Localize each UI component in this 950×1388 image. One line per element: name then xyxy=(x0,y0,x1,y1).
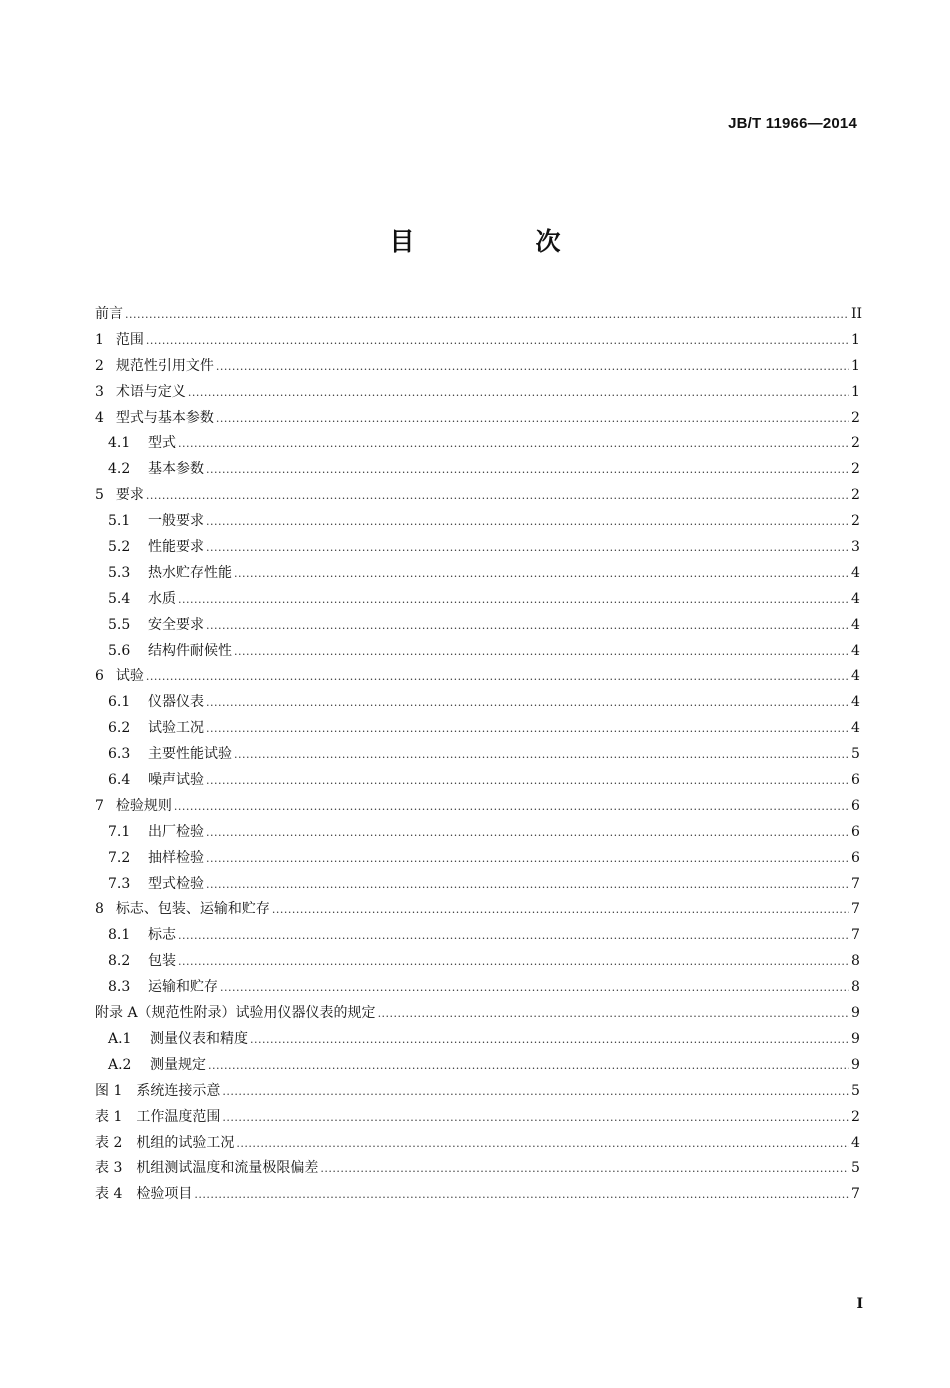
toc-entry-number: 5 xyxy=(95,487,104,504)
toc-entry-number: 5.2 xyxy=(108,539,131,556)
toc-entry[interactable] xyxy=(95,328,859,354)
toc-entry-page: 4 xyxy=(851,694,860,711)
toc-entry-label: 试验工况 xyxy=(148,720,204,737)
toc-entry-label: 检验规则 xyxy=(115,797,172,814)
dot-leader xyxy=(206,820,849,846)
toc-entry-label: 仪器仪表 xyxy=(148,694,204,711)
toc-entry[interactable] xyxy=(95,613,859,639)
toc-entry-label: 安全要求 xyxy=(148,616,204,633)
dot-leader xyxy=(272,897,849,923)
toc-entry-number: 7.3 xyxy=(108,875,131,892)
toc-entry-number: 5.5 xyxy=(108,616,131,633)
toc-entry[interactable] xyxy=(95,690,859,716)
toc-entry-page: 6 xyxy=(851,797,860,814)
toc-entry-page: 4 xyxy=(851,720,860,737)
toc-entry-page: II xyxy=(851,306,863,322)
toc-entry-number: 表 4 xyxy=(95,1186,123,1203)
toc-entry-label: 水质 xyxy=(148,590,176,607)
toc-entry-page: 5 xyxy=(851,1082,860,1099)
toc-entry[interactable] xyxy=(95,949,859,975)
toc-entry[interactable] xyxy=(95,820,859,846)
dot-leader xyxy=(206,509,849,535)
toc-entry[interactable] xyxy=(95,406,859,432)
toc-entry-number: 表 1 xyxy=(95,1108,123,1125)
toc-entry-label: 基本参数 xyxy=(148,461,204,478)
toc-entry[interactable] xyxy=(95,535,859,561)
dot-leader xyxy=(222,1105,849,1131)
dot-leader xyxy=(320,1156,849,1182)
toc-entry-page: 6 xyxy=(851,823,860,840)
toc-entry-label: 要求 xyxy=(115,487,144,504)
toc-entry-page: 7 xyxy=(851,1186,860,1203)
toc-entry-number: 5.4 xyxy=(108,590,131,607)
toc-entry-page: 2 xyxy=(851,409,860,426)
toc-entry-page: 9 xyxy=(851,1056,860,1073)
toc-entry-label: 主要性能试验 xyxy=(148,746,232,763)
toc-entry-label: 术语与定义 xyxy=(115,383,186,400)
toc-entry-number: A.1 xyxy=(108,1030,132,1047)
toc-entry[interactable] xyxy=(95,380,859,406)
toc-entry-label: 热水贮存性能 xyxy=(148,564,232,581)
toc-entry-label: 机组测试温度和流量极限偏差 xyxy=(136,1160,319,1177)
dot-leader xyxy=(206,613,849,639)
toc-entry-number: 6.3 xyxy=(108,746,131,763)
toc-entry-page: 5 xyxy=(851,1160,860,1177)
dot-leader xyxy=(206,872,849,898)
toc-entry[interactable] xyxy=(95,354,859,380)
toc-entry[interactable] xyxy=(95,846,859,872)
toc-entry-page: 7 xyxy=(851,927,860,944)
toc-entry-page: 7 xyxy=(851,901,860,918)
toc-entry-page: 8 xyxy=(851,953,860,970)
dot-leader xyxy=(178,923,849,949)
dot-leader xyxy=(146,328,849,354)
toc-entry-page: 2 xyxy=(851,1108,860,1125)
toc-entry-page: 4 xyxy=(851,564,860,581)
toc-entry-number: 5.6 xyxy=(108,642,131,659)
toc-entry-label: 标志、包装、运输和贮存 xyxy=(115,901,270,918)
page-number: I xyxy=(856,1296,863,1312)
toc-entry[interactable] xyxy=(95,923,859,949)
toc-entry-page: 1 xyxy=(851,357,860,374)
toc-entry-label: 附录 A（规范性附录）试验用仪器仪表的规定 xyxy=(95,1005,376,1022)
toc-entry[interactable] xyxy=(95,587,859,613)
toc-entry-label: 检验项目 xyxy=(136,1186,193,1203)
toc-entry-number: 8.2 xyxy=(108,953,131,970)
toc-entry-page: 9 xyxy=(851,1005,860,1022)
dot-leader xyxy=(250,1027,849,1053)
toc-entry-label: 测量规定 xyxy=(150,1056,206,1073)
toc-entry-label: 标志 xyxy=(148,927,176,944)
toc-entry[interactable] xyxy=(95,431,859,457)
toc-entry-number: 7.2 xyxy=(108,849,131,866)
toc-entry-number: 表 3 xyxy=(95,1160,123,1177)
toc-entry-number: 2 xyxy=(95,357,104,374)
toc-entry-label: 型式与基本参数 xyxy=(115,409,214,426)
dot-leader xyxy=(220,975,849,1001)
dot-leader xyxy=(216,354,849,380)
toc-entry[interactable] xyxy=(95,457,859,483)
dot-leader xyxy=(174,794,849,820)
toc-entry-page: 4 xyxy=(851,642,860,659)
dot-leader xyxy=(234,742,849,768)
toc-entry[interactable] xyxy=(95,664,859,690)
dot-leader xyxy=(146,664,849,690)
toc-entry-number: 8 xyxy=(95,901,104,918)
toc-entry[interactable] xyxy=(95,302,863,328)
dot-leader xyxy=(178,587,849,613)
toc-entry-page: 4 xyxy=(851,590,860,607)
toc-entry-label: 噪声试验 xyxy=(148,772,204,789)
toc-entry-number: 3 xyxy=(95,383,104,400)
toc-entry-number: 6.1 xyxy=(108,694,131,711)
toc-entry[interactable] xyxy=(95,872,859,898)
toc-entry-page: 4 xyxy=(851,1134,860,1151)
dot-leader xyxy=(234,639,849,665)
toc-entry[interactable] xyxy=(95,1105,859,1131)
toc-entry-page: 5 xyxy=(851,746,860,763)
dot-leader xyxy=(194,1182,849,1208)
toc-entry-number: 1 xyxy=(95,331,104,348)
toc-entry-page: 8 xyxy=(851,979,860,996)
dot-leader xyxy=(206,846,849,872)
toc-entry-label: 出厂检验 xyxy=(148,823,204,840)
toc-entry-page: 2 xyxy=(851,513,860,530)
toc-entry-page: 4 xyxy=(851,668,860,685)
toc-entry[interactable] xyxy=(95,1027,859,1053)
toc-entry[interactable] xyxy=(95,561,859,587)
toc-entry-number: A.2 xyxy=(108,1056,132,1073)
toc-entry-number: 6.4 xyxy=(108,772,131,789)
document-code: JB/T 11966—2014 xyxy=(728,115,857,132)
toc-entry-page: 2 xyxy=(851,487,860,504)
toc-entry-page: 6 xyxy=(851,849,860,866)
toc-entry-label: 性能要求 xyxy=(148,539,204,556)
toc-entry-number: 4 xyxy=(95,409,104,426)
toc-entry-page: 2 xyxy=(851,435,860,452)
toc-entry-label: 范围 xyxy=(115,331,144,348)
toc-entry-page: 2 xyxy=(851,461,860,478)
toc-entry[interactable] xyxy=(95,639,859,665)
toc-entry[interactable] xyxy=(95,975,859,1001)
dot-leader xyxy=(378,1001,849,1027)
toc-entry[interactable] xyxy=(95,768,859,794)
toc-entry[interactable] xyxy=(95,1131,859,1157)
toc-entry-number: 图 1 xyxy=(95,1082,123,1099)
page-title: 目 次 xyxy=(389,227,609,256)
toc-entry-page: 4 xyxy=(851,616,860,633)
toc-entry-number: 表 2 xyxy=(95,1134,123,1151)
toc-entry[interactable] xyxy=(95,742,859,768)
dot-leader xyxy=(234,561,849,587)
toc-entry-label: 型式 xyxy=(148,435,176,452)
dot-leader xyxy=(216,406,849,432)
toc-entry-number: 7.1 xyxy=(108,823,131,840)
toc-entry-number: 5.1 xyxy=(108,513,131,530)
dot-leader xyxy=(188,380,849,406)
toc-entry-label: 一般要求 xyxy=(148,513,204,530)
toc-entry-label: 机组的试验工况 xyxy=(136,1134,235,1151)
toc-entry[interactable] xyxy=(95,509,859,535)
toc-entry[interactable] xyxy=(95,794,859,820)
dot-leader xyxy=(206,690,849,716)
toc-entry[interactable] xyxy=(95,716,859,742)
toc-entry-number: 6 xyxy=(95,668,104,685)
toc-entry-label: 结构件耐候性 xyxy=(148,642,232,659)
toc-entry-label: 工作温度范围 xyxy=(136,1108,221,1125)
toc-entry-page: 1 xyxy=(851,331,860,348)
dot-leader xyxy=(178,949,849,975)
toc-entry-page: 9 xyxy=(851,1030,860,1047)
dot-leader xyxy=(222,1079,849,1105)
toc-entry-label: 抽样检验 xyxy=(148,849,204,866)
toc-entry[interactable] xyxy=(95,1053,859,1079)
toc-entry-number: 4.1 xyxy=(108,435,131,452)
toc-entry-label: 型式检验 xyxy=(148,875,204,892)
toc-entry-label: 规范性引用文件 xyxy=(115,357,214,374)
dot-leader xyxy=(206,535,849,561)
toc-entry-label: 包装 xyxy=(148,953,176,970)
toc-entry-label: 系统连接示意 xyxy=(136,1082,221,1099)
toc-entry-number: 6.2 xyxy=(108,720,131,737)
toc-entry-label: 测量仪表和精度 xyxy=(150,1030,248,1047)
dot-leader xyxy=(208,1053,849,1079)
toc-entry[interactable] xyxy=(95,483,859,509)
toc-entry-number: 4.2 xyxy=(108,461,131,478)
toc-entry-page: 3 xyxy=(851,539,860,556)
toc-entry-label: 前言 xyxy=(95,306,123,322)
toc-entry[interactable] xyxy=(95,1079,859,1105)
dot-leader xyxy=(125,302,849,328)
toc-entry-number: 5.3 xyxy=(108,564,131,581)
table-of-contents xyxy=(95,302,863,1208)
toc-entry-number: 8.1 xyxy=(108,927,131,944)
dot-leader xyxy=(236,1131,849,1157)
dot-leader xyxy=(206,457,849,483)
toc-entry-page: 1 xyxy=(851,383,860,400)
toc-entry-number: 8.3 xyxy=(108,979,131,996)
toc-entry-page: 7 xyxy=(851,875,860,892)
dot-leader xyxy=(178,431,849,457)
dot-leader xyxy=(206,768,849,794)
toc-entry-page: 6 xyxy=(851,772,860,789)
toc-entry[interactable] xyxy=(95,897,859,923)
toc-entry[interactable] xyxy=(95,1156,859,1182)
dot-leader xyxy=(206,716,849,742)
toc-entry-label: 运输和贮存 xyxy=(148,979,218,996)
dot-leader xyxy=(146,483,849,509)
toc-entry[interactable] xyxy=(95,1001,859,1027)
toc-entry[interactable] xyxy=(95,1182,859,1208)
toc-entry-number: 7 xyxy=(95,797,104,814)
toc-entry-label: 试验 xyxy=(115,668,144,685)
